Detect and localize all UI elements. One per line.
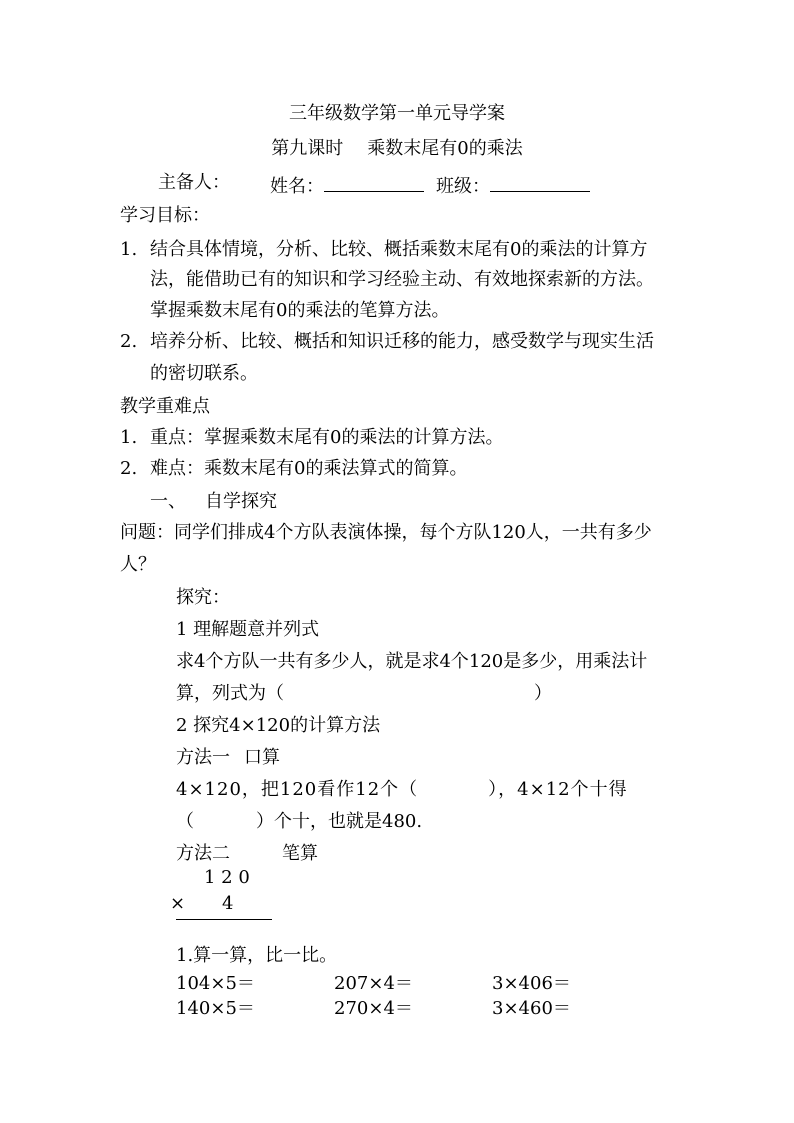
formula-suffix: ） <box>534 683 552 704</box>
formula-prefix: 算，列式为（ <box>176 683 284 704</box>
section-number: 一、 <box>150 491 186 512</box>
preparer-label: 主备人： <box>158 172 230 193</box>
exercise-item: 3×406＝ <box>492 973 571 994</box>
step-text: 求4个方队一共有多少人，就是求4个120是多少，用乘法计 <box>176 651 648 672</box>
lesson-subtitle <box>0 137 794 161</box>
exercise-item: 270×4＝ <box>334 998 413 1019</box>
name-field <box>270 171 424 199</box>
objective-line: 的密切联系。 <box>150 363 258 384</box>
class-blank[interactable] <box>490 171 590 192</box>
method-text-b: ），4×12个十得 <box>488 779 628 800</box>
method-text-d: ）个十，也就是480. <box>256 811 423 832</box>
vertical-multiplier: 4 <box>222 893 234 914</box>
class-field <box>436 171 590 199</box>
objective-line: 掌握乘数末尾有0的乘法的笔算方法。 <box>150 300 450 321</box>
exercise-title: 1.算一算，比一比。 <box>176 945 338 966</box>
method-label: 方法二 <box>176 843 230 864</box>
lesson-number: 第九课时 <box>271 138 344 159</box>
objective-number: 2. <box>120 331 138 352</box>
vertical-rule <box>176 919 272 920</box>
class-label: 班级： <box>436 176 490 197</box>
problem-text: 人？ <box>120 554 156 575</box>
name-blank[interactable] <box>324 171 424 192</box>
step-title: 1 理解题意并列式 <box>176 619 320 640</box>
method-text <box>176 810 422 834</box>
vertical-multiplicand: 1 2 0 <box>204 867 250 888</box>
step-title: 2 探究4×120的计算方法 <box>176 715 381 736</box>
method-text-a: 4×120，把120看作12个（ <box>176 779 419 800</box>
objective-number: 1. <box>120 239 138 260</box>
method-text <box>176 778 628 802</box>
key-points-heading: 教学重难点 <box>120 396 210 417</box>
objective-line: 法，能借助已有的知识和学习经验主动、有效地探索新的方法。 <box>150 269 654 290</box>
explore-label: 探究： <box>176 587 230 608</box>
method-name: 笔算 <box>282 843 318 864</box>
section-title: 自学探究 <box>205 491 277 512</box>
vertical-times-sign: × <box>170 893 186 914</box>
key-point-number: 1. <box>120 427 138 448</box>
exercise-item: 140×5＝ <box>176 998 255 1019</box>
key-point-text: 难点：乘数末尾有0的乘法算式的简算。 <box>150 458 468 479</box>
exercise-item: 207×4＝ <box>334 973 413 994</box>
objectives-heading: 学习目标： <box>120 205 210 226</box>
problem-text: 问题：同学们排成4个方队表演体操，每个方队120人，一共有多少 <box>120 522 652 543</box>
page-title: 三年级数学第一单元导学案 <box>289 103 505 124</box>
key-point-text: 重点：掌握乘数末尾有0的乘法的计算方法。 <box>150 427 504 448</box>
key-point-number: 2. <box>120 458 138 479</box>
exercise-item: 104×5＝ <box>176 973 255 994</box>
objective-line: 培养分析、比较、概括和知识迁移的能力，感受数学与现实生活 <box>150 331 654 352</box>
method-label: 方法一 <box>176 747 230 768</box>
name-label: 姓名： <box>270 176 324 197</box>
exercise-item: 3×460＝ <box>492 998 571 1019</box>
lesson-topic: 乘数末尾有0的乘法 <box>367 138 523 159</box>
method-name: 口算 <box>244 747 280 768</box>
method-text-c: （ <box>176 811 194 832</box>
formula-line <box>176 682 552 706</box>
objective-line: 结合具体情境，分析、比较、概括乘数末尾有0的乘法的计算方 <box>150 239 648 260</box>
